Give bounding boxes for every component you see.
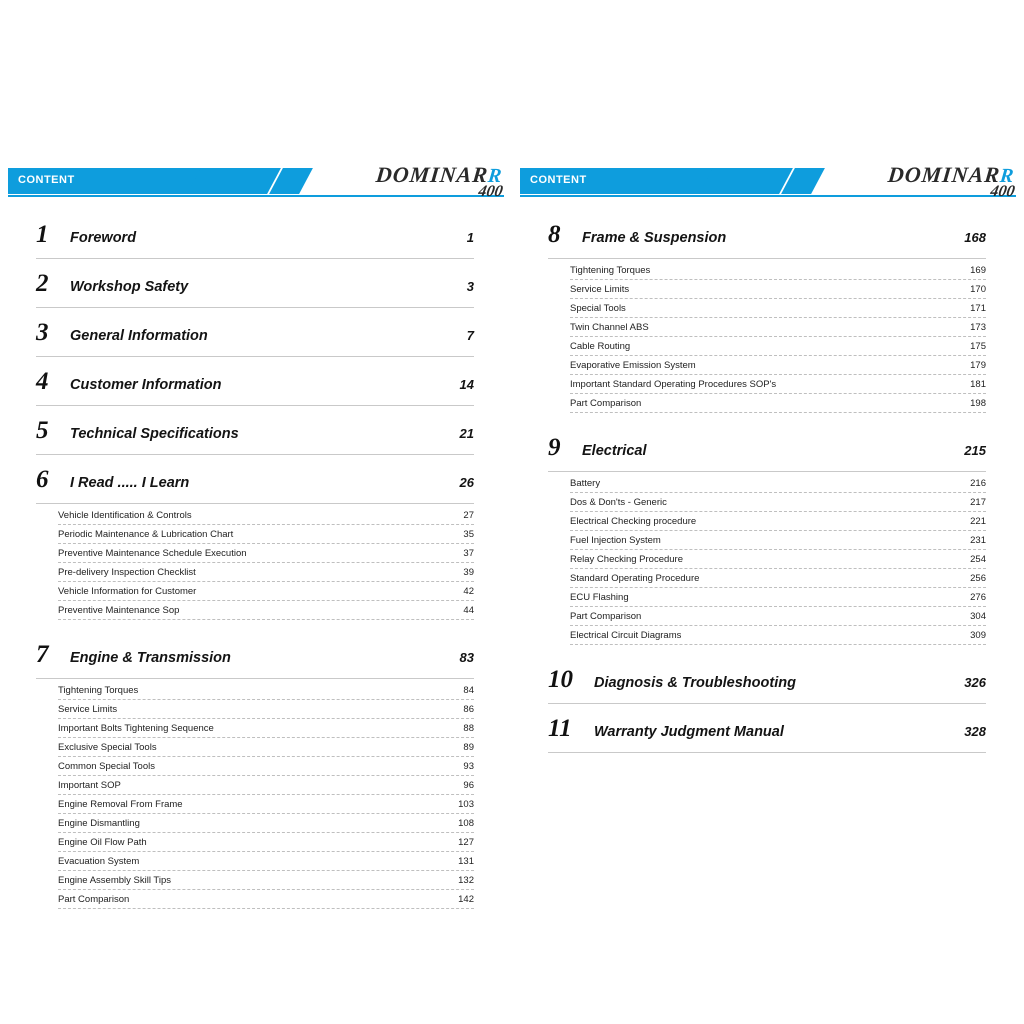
toc-subsection-row[interactable] bbox=[570, 261, 986, 280]
subsection-title: Engine Dismantling bbox=[58, 818, 140, 829]
toc-chapter-row[interactable] bbox=[36, 455, 474, 504]
toc-subsection-list bbox=[36, 681, 474, 909]
toc-subsection-row[interactable] bbox=[58, 776, 474, 795]
subsection-page-number: 108 bbox=[458, 818, 474, 829]
toc-subsection-row[interactable] bbox=[570, 299, 986, 318]
chapter-title: Electrical bbox=[582, 443, 647, 459]
subsection-title: Pre-delivery Inspection Checklist bbox=[58, 567, 196, 578]
toc-subsection-row[interactable] bbox=[570, 375, 986, 394]
brand-name-suffix: R bbox=[998, 165, 1016, 187]
chapter-page-number: 168 bbox=[964, 230, 986, 245]
subsection-page-number: 35 bbox=[463, 529, 474, 540]
chapter-number: 8 bbox=[548, 221, 561, 248]
chapter-number: 6 bbox=[36, 466, 49, 493]
toc-chapter-row[interactable] bbox=[36, 308, 474, 357]
subsection-title: Engine Removal From Frame bbox=[58, 799, 183, 810]
toc-subsection-row[interactable] bbox=[58, 795, 474, 814]
subsection-title: Part Comparison bbox=[58, 894, 130, 905]
toc-subsection-row[interactable] bbox=[58, 681, 474, 700]
chapter-title: Workshop Safety bbox=[70, 279, 189, 295]
chapter-title: I Read ..... I Learn bbox=[70, 475, 190, 491]
subsection-page-number: 179 bbox=[970, 360, 986, 371]
toc-subsection-row[interactable] bbox=[58, 563, 474, 582]
subsection-page-number: 42 bbox=[463, 586, 474, 597]
subsection-title: Part Comparison bbox=[570, 611, 642, 622]
subsection-title: Cable Routing bbox=[570, 341, 631, 352]
brand-name: DOMINAR bbox=[374, 162, 490, 187]
subsection-title: Evaporative Emission System bbox=[570, 360, 696, 371]
toc-subsection-row[interactable] bbox=[570, 512, 986, 531]
toc-chapter-row[interactable] bbox=[548, 423, 986, 472]
toc-chapter-row[interactable] bbox=[36, 630, 474, 679]
subsection-page-number: 181 bbox=[970, 379, 986, 390]
chapter-number: 2 bbox=[36, 270, 49, 297]
chapter-number: 10 bbox=[548, 666, 573, 693]
subsection-page-number: 93 bbox=[463, 761, 474, 772]
subsection-page-number: 256 bbox=[970, 573, 986, 584]
right-page-header bbox=[520, 162, 1016, 200]
chapter-page-number: 328 bbox=[964, 724, 986, 739]
toc-subsection-row[interactable] bbox=[58, 601, 474, 620]
chapter-number: 1 bbox=[36, 221, 49, 248]
subsection-title: Electrical Circuit Diagrams bbox=[570, 630, 682, 641]
toc-chapter-row[interactable] bbox=[36, 406, 474, 455]
subsection-title: Battery bbox=[570, 478, 601, 489]
subsection-page-number: 173 bbox=[970, 322, 986, 333]
subsection-title: Twin Channel ABS bbox=[570, 322, 649, 333]
header-slash-1 bbox=[699, 168, 793, 194]
toc-chapter-row[interactable] bbox=[548, 655, 986, 704]
subsection-page-number: 171 bbox=[970, 303, 986, 314]
toc-subsection-row[interactable] bbox=[570, 337, 986, 356]
chapter-title: General Information bbox=[70, 328, 208, 344]
left-page-header bbox=[8, 162, 504, 200]
toc-subsection-row[interactable] bbox=[58, 871, 474, 890]
chapter-page-number: 21 bbox=[459, 426, 474, 441]
subsection-title: Preventive Maintenance Schedule Execution bbox=[58, 548, 247, 559]
section-spacer bbox=[0, 909, 512, 919]
chapter-number: 3 bbox=[36, 319, 49, 346]
brand-model: 400 bbox=[988, 183, 1016, 200]
chapter-page-number: 14 bbox=[459, 377, 474, 392]
subsection-page-number: 276 bbox=[970, 592, 986, 603]
toc-subsection-row[interactable] bbox=[58, 700, 474, 719]
subsection-page-number: 44 bbox=[463, 605, 474, 616]
toc-subsection-row[interactable] bbox=[58, 738, 474, 757]
subsection-page-number: 89 bbox=[463, 742, 474, 753]
subsection-title: ECU Flashing bbox=[570, 592, 629, 603]
subsection-page-number: 169 bbox=[970, 265, 986, 276]
brand-logo bbox=[888, 164, 1014, 200]
toc-subsection-row[interactable] bbox=[58, 506, 474, 525]
toc-subsection-row[interactable] bbox=[570, 607, 986, 626]
subsection-title: Vehicle Identification & Controls bbox=[58, 510, 192, 521]
subsection-page-number: 142 bbox=[458, 894, 474, 905]
subsection-page-number: 217 bbox=[970, 497, 986, 508]
subsection-page-number: 127 bbox=[458, 837, 474, 848]
subsection-page-number: 132 bbox=[458, 875, 474, 886]
subsection-page-number: 170 bbox=[970, 284, 986, 295]
chapter-number: 9 bbox=[548, 434, 561, 461]
toc-chapter-row[interactable] bbox=[36, 259, 474, 308]
subsection-title: Important Standard Operating Procedures SOP's bbox=[570, 379, 777, 390]
chapter-page-number: 326 bbox=[964, 675, 986, 690]
header-slash-1 bbox=[187, 168, 281, 194]
subsection-title: Standard Operating Procedure bbox=[570, 573, 700, 584]
chapter-number: 5 bbox=[36, 417, 49, 444]
toc-subsection-row[interactable] bbox=[58, 833, 474, 852]
right-page bbox=[512, 0, 1024, 1024]
brand-logo bbox=[376, 164, 502, 200]
chapter-page-number: 3 bbox=[466, 279, 474, 294]
toc-subsection-row[interactable] bbox=[570, 394, 986, 413]
toc-subsection-row[interactable] bbox=[58, 582, 474, 601]
brand-name: DOMINAR bbox=[886, 162, 1002, 187]
toc-subsection-row[interactable] bbox=[58, 757, 474, 776]
subsection-title: Fuel Injection System bbox=[570, 535, 661, 546]
chapter-page-number: 1 bbox=[466, 230, 474, 245]
chapter-number: 4 bbox=[36, 368, 49, 395]
toc-subsection-row[interactable] bbox=[570, 626, 986, 645]
chapter-title: Technical Specifications bbox=[70, 426, 239, 442]
section-spacer bbox=[512, 645, 1024, 655]
brand-model: 400 bbox=[476, 183, 504, 200]
subsection-page-number: 27 bbox=[463, 510, 474, 521]
chapter-page-number: 26 bbox=[459, 475, 474, 490]
toc-subsection-row[interactable] bbox=[570, 531, 986, 550]
chapter-page-number: 83 bbox=[459, 650, 474, 665]
subsection-page-number: 131 bbox=[458, 856, 474, 867]
toc-chapter-row[interactable] bbox=[36, 357, 474, 406]
subsection-title: Dos & Don'ts - Generic bbox=[570, 497, 667, 508]
toc-subsection-list bbox=[36, 506, 474, 620]
chapter-title: Engine & Transmission bbox=[70, 650, 231, 666]
chapter-number: 11 bbox=[548, 715, 572, 742]
brand-name-suffix: R bbox=[486, 165, 504, 187]
subsection-page-number: 37 bbox=[463, 548, 474, 559]
header-label: CONTENT bbox=[530, 174, 587, 186]
toc-subsection-row[interactable] bbox=[570, 280, 986, 299]
subsection-page-number: 198 bbox=[970, 398, 986, 409]
toc-subsection-row[interactable] bbox=[570, 356, 986, 375]
subsection-page-number: 304 bbox=[970, 611, 986, 622]
toc-subsection-row[interactable] bbox=[58, 814, 474, 833]
toc-subsection-row[interactable] bbox=[570, 569, 986, 588]
chapter-title: Foreword bbox=[70, 230, 137, 246]
subsection-page-number: 254 bbox=[970, 554, 986, 565]
subsection-title: Vehicle Information for Customer bbox=[58, 586, 197, 597]
toc-chapter-row[interactable] bbox=[36, 210, 474, 259]
subsection-title: Important Bolts Tightening Sequence bbox=[58, 723, 214, 734]
right-chapter-list bbox=[512, 210, 1024, 753]
subsection-page-number: 231 bbox=[970, 535, 986, 546]
chapter-page-number: 215 bbox=[964, 443, 986, 458]
toc-chapter-row[interactable] bbox=[548, 704, 986, 753]
left-chapter-list bbox=[0, 210, 512, 919]
chapter-title: Diagnosis & Troubleshooting bbox=[594, 675, 796, 691]
subsection-page-number: 309 bbox=[970, 630, 986, 641]
subsection-title: Part Comparison bbox=[570, 398, 642, 409]
subsection-page-number: 39 bbox=[463, 567, 474, 578]
chapter-title: Customer Information bbox=[70, 377, 222, 393]
toc-subsection-row[interactable] bbox=[570, 493, 986, 512]
subsection-title: Tightening Torques bbox=[58, 685, 139, 696]
subsection-page-number: 88 bbox=[463, 723, 474, 734]
subsection-title: Engine Oil Flow Path bbox=[58, 837, 147, 848]
toc-subsection-row[interactable] bbox=[58, 852, 474, 871]
subsection-title: Exclusive Special Tools bbox=[58, 742, 157, 753]
subsection-page-number: 221 bbox=[970, 516, 986, 527]
toc-chapter-row[interactable] bbox=[548, 210, 986, 259]
subsection-title: Electrical Checking procedure bbox=[570, 516, 697, 527]
subsection-title: Engine Assembly Skill Tips bbox=[58, 875, 171, 886]
toc-subsection-row[interactable] bbox=[58, 890, 474, 909]
subsection-title: Important SOP bbox=[58, 780, 121, 791]
subsection-title: Preventive Maintenance Sop bbox=[58, 605, 180, 616]
subsection-page-number: 103 bbox=[458, 799, 474, 810]
subsection-title: Special Tools bbox=[570, 303, 626, 314]
subsection-title: Service Limits bbox=[58, 704, 118, 715]
section-spacer bbox=[512, 413, 1024, 423]
toc-subsection-row[interactable] bbox=[570, 550, 986, 569]
chapter-number: 7 bbox=[36, 641, 49, 668]
toc-subsection-row[interactable] bbox=[58, 719, 474, 738]
subsection-title: Common Special Tools bbox=[58, 761, 155, 772]
header-label: CONTENT bbox=[18, 174, 75, 186]
toc-subsection-row[interactable] bbox=[570, 474, 986, 493]
subsection-page-number: 216 bbox=[970, 478, 986, 489]
subsection-title: Periodic Maintenance & Lubrication Chart bbox=[58, 529, 234, 540]
chapter-page-number: 7 bbox=[466, 328, 474, 343]
subsection-page-number: 96 bbox=[463, 780, 474, 791]
subsection-title: Relay Checking Procedure bbox=[570, 554, 684, 565]
subsection-page-number: 175 bbox=[970, 341, 986, 352]
subsection-page-number: 84 bbox=[463, 685, 474, 696]
subsection-title: Evacuation System bbox=[58, 856, 140, 867]
chapter-title: Frame & Suspension bbox=[582, 230, 727, 246]
subsection-page-number: 86 bbox=[463, 704, 474, 715]
subsection-title: Service Limits bbox=[570, 284, 630, 295]
toc-subsection-row[interactable] bbox=[58, 544, 474, 563]
toc-subsection-list bbox=[548, 261, 986, 413]
section-spacer bbox=[0, 620, 512, 630]
toc-subsection-row[interactable] bbox=[570, 588, 986, 607]
toc-subsection-row[interactable] bbox=[570, 318, 986, 337]
subsection-title: Tightening Torques bbox=[570, 265, 651, 276]
chapter-title: Warranty Judgment Manual bbox=[594, 724, 784, 740]
toc-subsection-list bbox=[548, 474, 986, 645]
toc-subsection-row[interactable] bbox=[58, 525, 474, 544]
